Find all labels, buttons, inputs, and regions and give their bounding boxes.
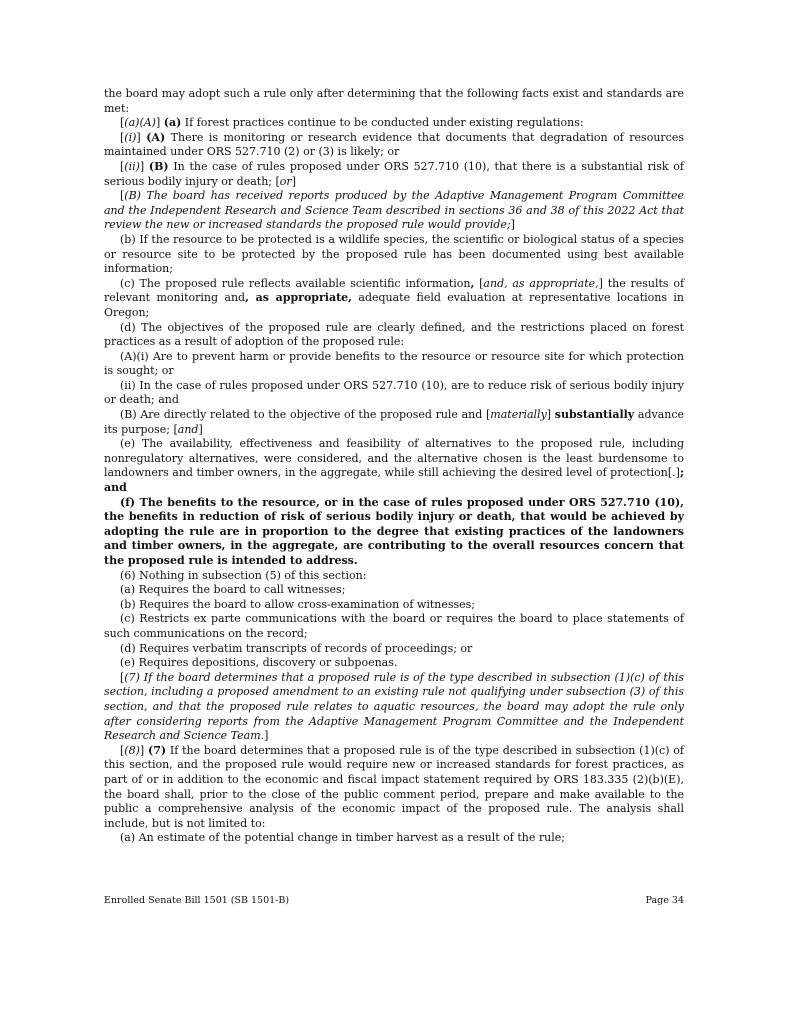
text-run: (d) Requires verbatim transcripts of records of proceedings; or	[120, 641, 473, 655]
text-run: (A)(i) Are to prevent harm or provide benefits to the resource or resource site for which protection is sought; or	[104, 349, 684, 378]
text-run: If the board determines that a proposed rule is of the type described in subsection (1)(c) of this section, and the proposed rule would require new or increased standards for forest practices, as part of or in addition to the economic and fiscal impact statement required by ORS 183.335 (2)(b)(E), the board shall, prior to the close of the public comment period, prepare and make available to the public a comprehensive analysis of the economic impact of the proposed rule. The analysis shall include, but is not limited to:	[104, 743, 685, 830]
text-run: the board may adopt such a rule only after determining that the following facts exist and standards are met:	[104, 87, 684, 115]
text-run: ]	[139, 743, 148, 757]
paragraph	[104, 569, 684, 584]
text-run: ]	[510, 218, 515, 232]
paragraph	[104, 277, 684, 321]
paragraph	[104, 321, 684, 350]
text-run: (b) If the resource to be protected is a wildlife species, the scientific or biological status of a species or resource site to be protected by the proposed rule has been documented using best available information;	[104, 232, 684, 276]
text-run: [	[474, 276, 484, 290]
text-run: ]	[264, 729, 269, 743]
text-run: ,	[470, 276, 475, 290]
text-run: (7) If the board determines that a proposed rule is of the type described in subsection (1)(c) of this section, including a proposed amendment to an existing rule not qualifying under subsection (3) of this section, and that the proposed rule relates to aquatic resources, the board may adopt the rule only after considering reports from the Adaptive Management Program Committee and the Independent Research and Science Team.	[104, 670, 684, 743]
text-run: There is monitoring or research evidence that documents that degradation of resources maintained under ORS 527.710 (2) or (3) is likely; or	[104, 130, 684, 159]
text-run: (a)(A)	[124, 116, 156, 130]
paragraph	[104, 656, 684, 671]
text-run: (6) Nothing in subsection (5) of this section:	[120, 568, 367, 582]
paragraph	[104, 437, 684, 495]
text-run: (e) Requires depositions, discovery or subpoenas.	[120, 656, 398, 670]
paragraph	[104, 131, 684, 160]
text-run: ; and	[104, 466, 684, 495]
text-run: ]	[155, 116, 164, 130]
text-run: (8)	[124, 743, 140, 757]
text-run: (d) The objectives of the proposed rule are clearly defined, and the restrictions placed on forest practices as a result of adoption of the proposed rule:	[104, 320, 684, 349]
text-run: adequate field evaluation at representative locations in Oregon;	[104, 291, 685, 319]
paragraph	[104, 350, 684, 379]
text-run: materially	[490, 408, 547, 422]
text-run: (i)	[124, 130, 137, 144]
text-run: ] the results of relevant monitoring and	[104, 276, 685, 305]
text-run: ]	[291, 174, 296, 188]
paragraph	[104, 408, 684, 437]
text-run: ]	[546, 408, 555, 422]
text-run: [	[120, 130, 125, 144]
text-run: or	[279, 174, 292, 188]
text-run: ]	[136, 130, 147, 144]
text-run: (B) The board has received reports produced by the Adaptive Management Program Committee and the Independent Research and Science Team described in sections 36 and 38 of this 2022 Act that review the new or increased standards the proposed rule would provide;	[104, 189, 684, 232]
text-run: (a)	[163, 116, 182, 130]
paragraph	[104, 160, 684, 189]
text-run: ]	[198, 422, 203, 436]
paragraph	[104, 116, 684, 131]
paragraph	[104, 87, 684, 116]
text-run: In the case of rules proposed under ORS 527.710 (10), that there is a substantial risk of serious bodily injury or death; [	[104, 159, 684, 188]
text-run: substantially	[554, 408, 635, 422]
text-run: (B)	[148, 159, 169, 173]
text-run: [	[120, 159, 125, 173]
text-run: [	[120, 189, 125, 203]
text-run: ]	[675, 466, 680, 480]
text-run: [	[120, 116, 125, 130]
footer-page-number: Page 34	[645, 895, 684, 906]
text-run: .	[672, 466, 676, 480]
paragraph	[104, 189, 684, 233]
text-run: (c) Restricts ex parte communications with the board or requires the board to place statements of such communications on the record;	[104, 612, 684, 640]
text-run: (ii)	[124, 159, 140, 173]
footer-bill-title: Enrolled Senate Bill 1501 (SB 1501-B)	[104, 895, 290, 906]
text-run: (c) The proposed rule reflects available scientific information	[120, 276, 471, 290]
text-run: , as appropriate,	[245, 291, 353, 305]
paragraph	[104, 744, 684, 832]
page-footer	[104, 895, 684, 906]
text-run: (e) The availability, effectiveness and feasibility of alternatives to the proposed rule, including nonregulatory alternatives, were considered, and the alternative chosen is the least burdensome to landowners and timber owners, in the aggregate, while still achieving the desired level of protection[	[104, 437, 684, 480]
paragraph	[104, 642, 684, 657]
text-run: (a) Requires the board to call witnesses;	[120, 583, 346, 597]
text-run: and, as appropriate,	[483, 276, 599, 290]
text-run: [	[120, 743, 125, 757]
paragraph	[104, 496, 684, 569]
paragraph	[104, 379, 684, 408]
text-run: (7)	[148, 743, 167, 757]
text-run: (A)	[146, 130, 166, 144]
text-run: (b) Requires the board to allow cross-examination of witnesses;	[120, 597, 476, 611]
bill-text-body	[104, 87, 684, 846]
text-run: (B) Are directly related to the objective of the proposed rule and [	[120, 408, 491, 422]
text-run: and	[177, 422, 199, 436]
text-run: advance its purpose; [	[104, 408, 685, 436]
paragraph	[104, 612, 684, 641]
text-run: ]	[139, 159, 149, 173]
text-run: If forest practices continue to be conducted under existing regulations:	[181, 116, 584, 130]
text-run: [	[120, 670, 125, 684]
paragraph	[104, 598, 684, 613]
paragraph	[104, 671, 684, 744]
paragraph	[104, 583, 684, 598]
paragraph	[104, 831, 684, 846]
text-run: (f) The benefits to the resource, or in the case of rules proposed under ORS 527.710 (10), the benefits in reduction of risk of serious bodily injury or death, that would be achieved by adopting the rule are in proportion to the degree that existing practices of the landowners and timber owners, in the aggregate, are contributing to the overall resources concern that the proposed rule is intended to address.	[104, 495, 684, 567]
text-run: (ii) In the case of rules proposed under ORS 527.710 (10), are to reduce risk of serious bodily injury or death; and	[104, 378, 684, 407]
text-run: (a) An estimate of the potential change in timber harvest as a result of the rule;	[120, 831, 565, 845]
paragraph	[104, 233, 684, 277]
